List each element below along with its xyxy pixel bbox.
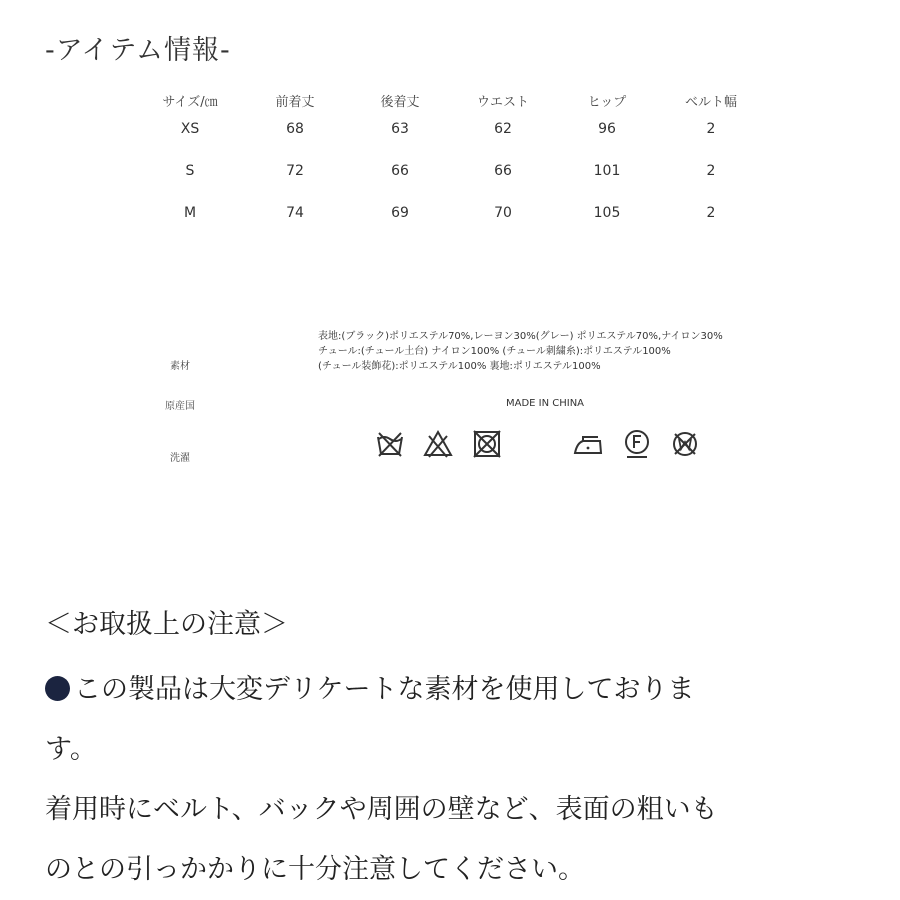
header-hip: ヒップ <box>587 95 627 110</box>
front-length-value: 74 <box>286 205 304 221</box>
origin-value: MADE IN CHINA <box>505 398 585 409</box>
front-length-value: 68 <box>286 121 304 137</box>
handling-notes <box>45 600 865 900</box>
back-length-value: 63 <box>391 121 409 137</box>
no-bleach-icon <box>422 428 454 460</box>
notes-line-text: この製品は大変デリケートな素材を使用しておりま <box>74 674 695 705</box>
material-line: 表地:(ブラック)ポリエステル70%,レーヨン30%(グレー) ポリエステル70%,ナイロン30% <box>318 331 723 342</box>
material-composition <box>318 329 808 374</box>
origin-label: 原産国 <box>165 401 195 412</box>
material-line: (チュール装飾花):ポリエステル100% 裏地:ポリエステル100% <box>318 361 601 372</box>
header-belt-width: ベルト幅 <box>684 95 737 110</box>
bullet-icon <box>45 676 70 701</box>
waist-value: 70 <box>494 205 512 221</box>
table-row <box>150 202 790 224</box>
notes-line <box>45 660 865 720</box>
header-size: サイズ/㎝ <box>162 95 218 110</box>
wash-label: 洗濯 <box>170 453 190 464</box>
material-label: 素材 <box>170 361 190 372</box>
no-wet-clean-icon <box>669 428 701 460</box>
back-length-value: 69 <box>391 205 409 221</box>
belt-width-value: 2 <box>706 121 716 137</box>
low-iron-icon <box>572 428 604 460</box>
no-tumble-dry-icon <box>471 428 503 460</box>
waist-value: 62 <box>494 121 512 137</box>
header-waist: ウエスト <box>476 95 529 110</box>
notes-line: す。 <box>45 734 97 765</box>
hip-value: 96 <box>598 121 616 137</box>
hip-value: 101 <box>593 163 621 179</box>
no-wash-icon <box>374 428 406 460</box>
size-label: XS <box>180 121 200 137</box>
notes-heading: ＜お取扱上の注意＞ <box>45 609 288 640</box>
belt-width-value: 2 <box>706 163 716 179</box>
belt-width-value: 2 <box>706 205 716 221</box>
section-title: -アイテム情報- <box>45 35 231 66</box>
size-label: S <box>185 163 195 179</box>
table-row <box>150 118 790 140</box>
size-label: M <box>183 205 197 221</box>
table-row <box>150 160 790 182</box>
notes-line: のとの引っかかりに十分注意してください。 <box>45 854 585 885</box>
size-table-header <box>150 92 790 114</box>
header-front-length: 前着丈 <box>275 95 315 110</box>
header-back-length: 後着丈 <box>380 95 420 110</box>
dry-clean-f-icon <box>621 428 653 460</box>
material-line: チュール:(チュール土台) ナイロン100% (チュール刺繍糸):ポリエステル100% <box>318 346 671 357</box>
hip-value: 105 <box>593 205 621 221</box>
notes-line: 着用時にベルト、バックや周囲の壁など、表面の粗いも <box>45 794 718 825</box>
back-length-value: 66 <box>391 163 409 179</box>
waist-value: 66 <box>494 163 512 179</box>
front-length-value: 72 <box>286 163 304 179</box>
